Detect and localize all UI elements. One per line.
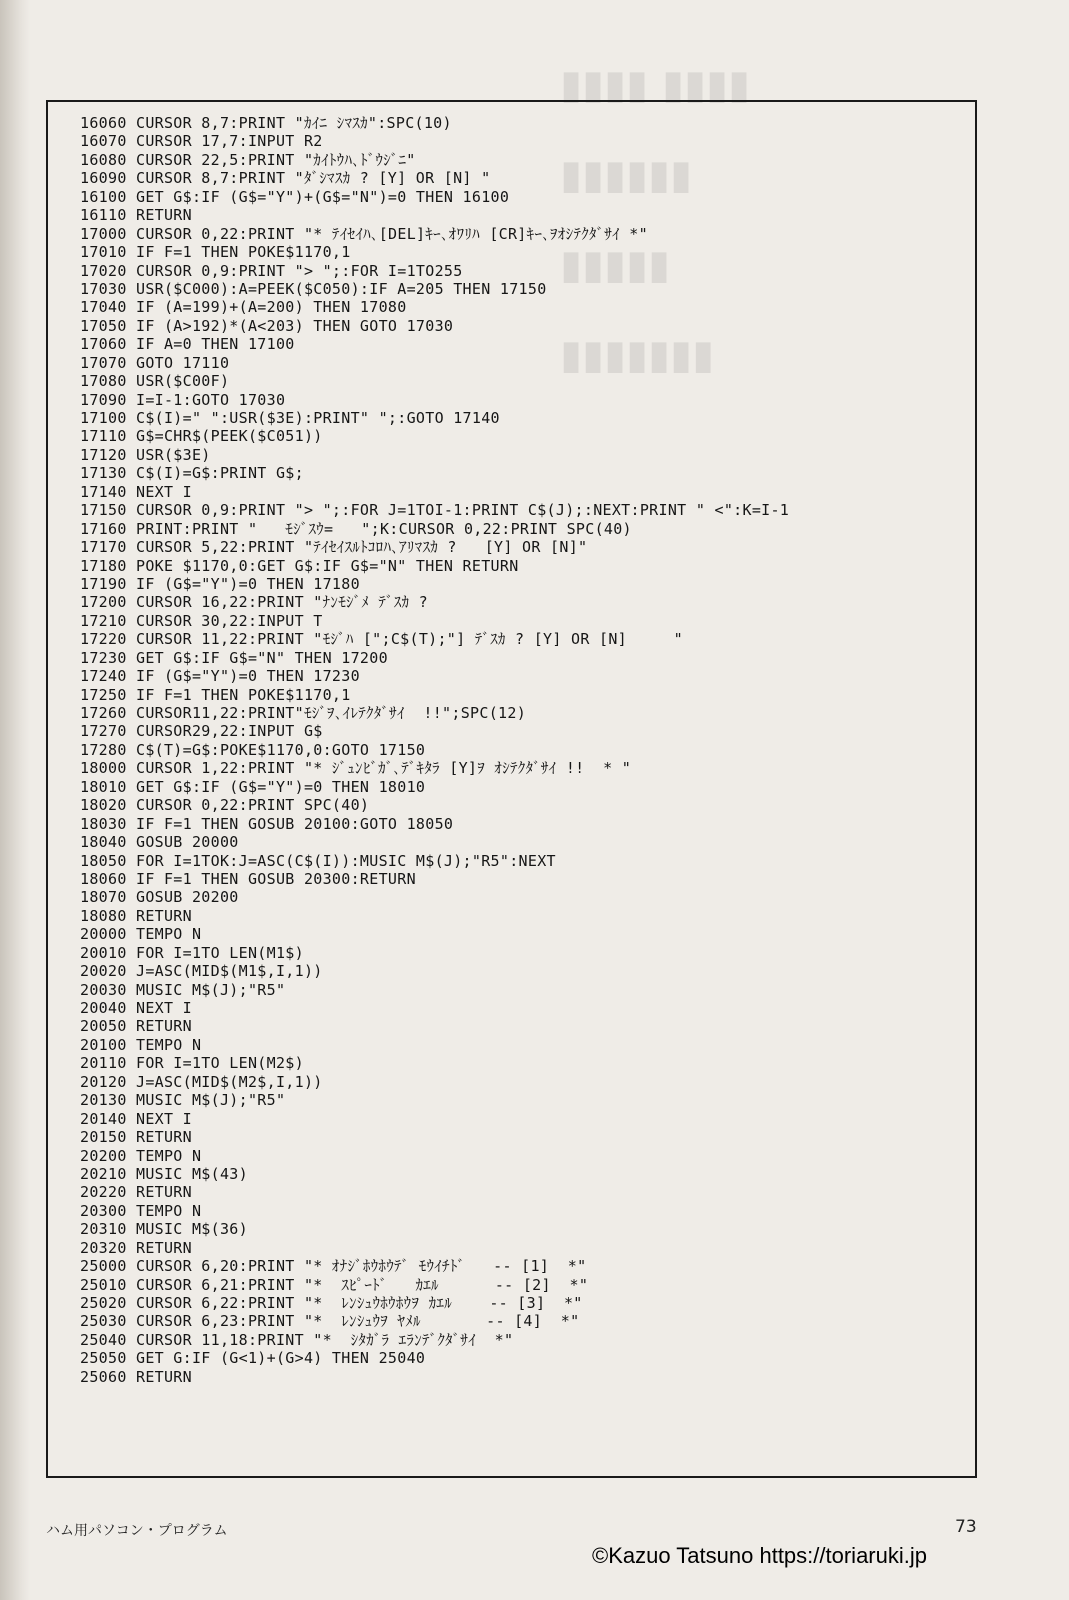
code-line: 17120 USR($3E) <box>80 445 211 464</box>
code-line: 20140 NEXT I <box>80 1109 192 1128</box>
code-line: 25020 CURSOR 6,22:PRINT "* ﾚﾝｼｭｳﾎｳﾎｳｦ ｶｴﾙ -- [3] *" <box>80 1294 583 1312</box>
code-line: 17180 POKE $1170,0:GET G$:IF G$="N" THEN RETURN <box>80 556 519 575</box>
code-line: 20050 RETURN <box>80 1017 192 1036</box>
code-line: 18040 GOSUB 20000 <box>80 833 239 852</box>
code-line: 20130 MUSIC M$(J);"R5" <box>80 1091 286 1110</box>
code-line: 20100 TEMPO N <box>80 1035 202 1054</box>
code-line: 17210 CURSOR 30,22:INPUT T <box>80 611 323 630</box>
code-line: 17040 IF (A=199)+(A=200) THEN 17080 <box>80 298 407 317</box>
code-line: 20120 J=ASC(MID$(M2$,I,1)) <box>80 1072 323 1091</box>
code-line: 20150 RETURN <box>80 1128 192 1147</box>
code-line: 25000 CURSOR 6,20:PRINT "* ｵﾅｼﾞﾎｳﾎｳﾃﾞ ﾓｳｲﾁﾄﾞ -- [1] *" <box>80 1257 587 1276</box>
code-line: 25060 RETURN <box>80 1367 192 1386</box>
code-line: 18080 RETURN <box>80 906 192 925</box>
code-line: 18010 GET G$:IF (G$="Y")=0 THEN 18010 <box>80 777 426 796</box>
code-line: 17020 CURSOR 0,9:PRINT "> ";:FOR I=1TO255 <box>80 261 463 280</box>
basic-program-listing <box>80 114 789 1386</box>
code-line: 20010 FOR I=1TO LEN(M1$) <box>80 943 304 962</box>
code-line: 18060 IF F=1 THEN GOSUB 20300:RETURN <box>80 869 416 888</box>
page-number: 73 <box>955 1517 977 1537</box>
code-line: 17150 CURSOR 0,9:PRINT "> ";:FOR J=1TOI-1:PRINT C$(J);:NEXT:PRINT " <":K=I-1 <box>80 501 790 520</box>
code-line: 25040 CURSOR 11,18:PRINT "* ｼﾀｶﾞﾗ ｴﾗﾝﾃﾞｸﾀﾞｻｲ *" <box>80 1330 514 1349</box>
code-line: 17060 IF A=0 THEN 17100 <box>80 335 295 354</box>
code-line: 17250 IF F=1 THEN POKE$1170,1 <box>80 685 351 704</box>
code-line: 16070 CURSOR 17,7:INPUT R2 <box>80 132 323 151</box>
code-line: 17190 IF (G$="Y")=0 THEN 17180 <box>80 574 360 593</box>
book-title-footer: ハム用パソコン・プログラム <box>46 1523 228 1539</box>
code-line: 16110 RETURN <box>80 206 192 225</box>
code-line: 17010 IF F=1 THEN POKE$1170,1 <box>80 243 351 262</box>
code-line: 17110 G$=CHR$(PEEK($C051)) <box>80 427 323 446</box>
code-line: 17030 USR($C000):A=PEEK($C050):IF A=205 THEN 17150 <box>80 279 547 298</box>
code-line: 18000 CURSOR 1,22:PRINT "* ｼﾞｭﾝﾋﾞｶﾞ､ﾃﾞｷﾀﾗ [Y]ｦ ｵｼﾃｸﾀﾞｻｲ !! * " <box>80 759 632 778</box>
code-line: 20220 RETURN <box>80 1183 192 1202</box>
code-line: 25030 CURSOR 6,23:PRINT "* ﾚﾝｼｭｳｦ ﾔﾒﾙ -- [4] *" <box>80 1312 580 1331</box>
code-line: 20320 RETURN <box>80 1238 192 1257</box>
code-line: 20200 TEMPO N <box>80 1146 202 1165</box>
code-line: 17000 CURSOR 0,22:PRINT "* ﾃｲｾｲﾊ､[DEL]ｷｰ､ｵﾜﾘﾊ [CR]ｷｰ､ｦｵｼﾃｸﾀﾞｻｲ *" <box>80 224 648 243</box>
code-line: 17240 IF (G$="Y")=0 THEN 17230 <box>80 667 360 686</box>
code-line: 25050 GET G:IF (G<1)+(G>4) THEN 25040 <box>80 1349 426 1368</box>
code-line: 17100 C$(I)=" ":USR($3E):PRINT" ";:GOTO 17140 <box>80 409 500 427</box>
code-line: 16060 CURSOR 8,7:PRINT "ｶｲﾆ ｼﾏｽｶ":SPC(10) <box>80 114 452 132</box>
code-line: 20030 MUSIC M$(J);"R5" <box>80 980 286 999</box>
code-line: 17070 GOTO 17110 <box>80 353 230 372</box>
code-line: 17160 PRINT:PRINT " ﾓｼﾞｽｳ= ";K:CURSOR 0,22:PRINT SPC(40) <box>80 519 632 538</box>
code-line: 20210 MUSIC M$(43) <box>80 1164 248 1183</box>
code-line: 18070 GOSUB 20200 <box>80 888 239 907</box>
code-line: 17130 C$(I)=G$:PRINT G$; <box>80 464 304 483</box>
page-gutter-shadow <box>0 0 30 1600</box>
code-line: 17260 CURSOR11,22:PRINT"ﾓｼﾞｦ､ｲﾚﾃｸﾀﾞｻｲ !!";SPC(12) <box>80 704 527 722</box>
code-line: 20040 NEXT I <box>80 999 192 1017</box>
program-listing-box <box>46 100 977 1478</box>
bleed-through-decoration: ▮▮▮▮ ▮▮▮▮ ▮▮▮▮▮▮ ▮▮▮▮▮ ▮▮▮▮▮▮▮ <box>560 62 751 378</box>
code-line: 25010 CURSOR 6,21:PRINT "* ｽﾋﾟｰﾄﾞ ｶｴﾙ -- [2] *" <box>80 1275 589 1294</box>
code-line: 17080 USR($C00F) <box>80 372 230 391</box>
copyright-watermark: ©Kazuo Tatsuno https://toriaruki.jp <box>592 1543 927 1568</box>
code-line: 16100 GET G$:IF (G$="Y")+(G$="N")=0 THEN 16100 <box>80 187 510 206</box>
code-line: 20110 FOR I=1TO LEN(M2$) <box>80 1054 304 1073</box>
code-line: 17230 GET G$:IF G$="N" THEN 17200 <box>80 648 388 667</box>
code-line: 17270 CURSOR29,22:INPUT G$ <box>80 722 323 741</box>
code-line: 17220 CURSOR 11,22:PRINT "ﾓｼﾞﾊ [";C$(T);"] ﾃﾞｽｶ ? [Y] OR [N] " <box>80 630 683 649</box>
code-line: 16090 CURSOR 8,7:PRINT "ﾀﾞｼﾏｽｶ ? [Y] OR [N] " <box>80 169 491 188</box>
code-line: 20000 TEMPO N <box>80 925 202 944</box>
code-line: 20310 MUSIC M$(36) <box>80 1220 248 1239</box>
code-line: 18030 IF F=1 THEN GOSUB 20100:GOTO 18050 <box>80 814 454 833</box>
code-line: 20020 J=ASC(MID$(M1$,I,1)) <box>80 962 323 981</box>
code-line: 17050 IF (A>192)*(A<203) THEN GOTO 17030 <box>80 316 454 335</box>
code-line: 17140 NEXT I <box>80 482 192 501</box>
code-line: 18050 FOR I=1TOK:J=ASC(C$(I)):MUSIC M$(J);"R5":NEXT <box>80 851 556 870</box>
code-line: 16080 CURSOR 22,5:PRINT "ｶｲﾄｳﾊ､ﾄﾞｳｼﾞﾆ" <box>80 150 416 169</box>
code-line: 20300 TEMPO N <box>80 1201 202 1220</box>
code-line: 17200 CURSOR 16,22:PRINT "ﾅﾝﾓｼﾞﾒ ﾃﾞｽｶ ? <box>80 593 428 612</box>
code-line: 17170 CURSOR 5,22:PRINT "ﾃｲｾｲｽﾙﾄｺﾛﾊ､ｱﾘﾏｽｶ ? [Y] OR [N]" <box>80 538 588 557</box>
code-line: 17090 I=I-1:GOTO 17030 <box>80 390 286 409</box>
code-line: 17280 C$(T)=G$:POKE$1170,0:GOTO 17150 <box>80 740 426 759</box>
code-line: 18020 CURSOR 0,22:PRINT SPC(40) <box>80 796 370 815</box>
